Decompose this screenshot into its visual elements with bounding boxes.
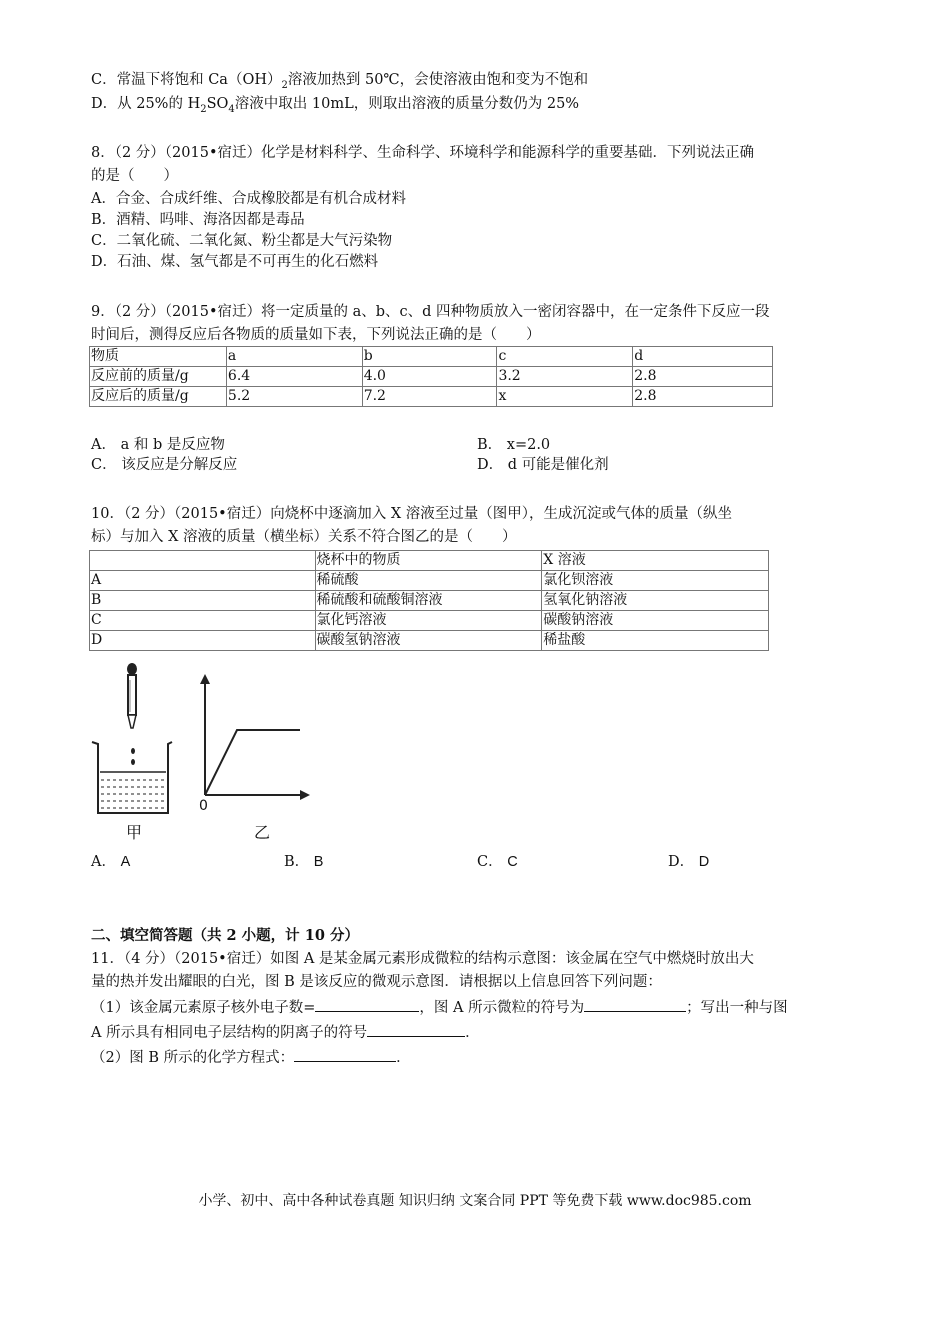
dropper-bulb-icon — [127, 663, 137, 675]
table-row — [90, 611, 769, 631]
q10-stem-line2: 标）与加入 X 溶液的质量（横坐标）关系不符合图乙的是（ ） — [91, 529, 517, 545]
answer-blank[interactable] — [584, 997, 686, 1012]
table-cell: a — [226, 347, 362, 367]
table-row — [90, 571, 769, 591]
figure-yi-label: 乙 — [254, 823, 271, 842]
q9-stem-line1: 9．（2 分）（2015•宿迁）将一定质量的 a、b、c、d 四种物质放入一密闭容器中，在一定条件下反应一段 — [91, 304, 770, 320]
q9-table — [89, 346, 773, 407]
table-cell: 氯化钡溶液 — [542, 571, 769, 591]
answer-blank[interactable] — [367, 1022, 465, 1037]
table-row — [90, 387, 773, 407]
table-cell — [90, 551, 316, 571]
table-cell: 2.8 — [633, 387, 773, 407]
table-cell: 稀盐酸 — [542, 631, 769, 651]
q8-stem-line2: 的是（ ） — [91, 168, 178, 184]
q9-stem-line2: 时间后，测得反应后各物质的质量如下表，下列说法正确的是（ ） — [91, 327, 541, 343]
table-row — [90, 631, 769, 651]
table-row — [90, 367, 773, 387]
table-cell: 3.2 — [497, 367, 633, 387]
graph-origin-label: 0 — [199, 798, 208, 814]
table-cell: 碳酸钠溶液 — [542, 611, 769, 631]
table-cell: 5.2 — [226, 387, 362, 407]
x-axis-arrow-icon — [300, 790, 310, 800]
q10-table — [89, 550, 769, 651]
q8-option-a: A．合金、合成纤维、合成橡胶都是有机合成材料 — [91, 191, 406, 207]
table-cell: 稀硫酸 — [315, 571, 542, 591]
q8-option-d: D．石油、煤、氢气都是不可再生的化石燃料 — [91, 254, 379, 270]
answer-blank[interactable] — [315, 997, 419, 1012]
q10-option-a: A． A — [91, 854, 131, 870]
q8-stem-line1: 8．（2 分）（2015•宿迁）化学是材料科学、生命科学、环境科学和能源科学的重要基础．下列说法正确 — [91, 145, 755, 161]
q10-option-d: D． D — [668, 854, 710, 870]
q11-part1-line2: A 所示具有相同电子层结构的阴离子的符号 ． — [91, 1022, 480, 1043]
table-cell: 氢氧化钠溶液 — [542, 591, 769, 611]
table-cell: 稀硫酸和硫酸铜溶液 — [315, 591, 542, 611]
q11-stem-line2: 量的热并发出耀眼的白光，图 B 是该反应的微观示意图．请根据以上信息回答下列问题： — [91, 974, 662, 990]
table-cell: 反应前的质量/g — [90, 367, 227, 387]
graph-figure — [192, 670, 312, 820]
table-cell: 反应后的质量/g — [90, 387, 227, 407]
q11-stem-line1: 11．（4 分）（2015•宿迁）如图 A 是某金属元素形成微粒的结构示意图：该金属在空气中燃烧时放出大 — [91, 951, 754, 967]
beaker-dropper-figure — [88, 660, 188, 820]
table-row — [90, 347, 773, 367]
graph-curve — [205, 730, 300, 795]
table-cell: B — [90, 591, 316, 611]
table-cell: 7.2 — [362, 387, 497, 407]
table-cell: d — [633, 347, 773, 367]
table-cell: c — [497, 347, 633, 367]
page-footer: 小学、初中、高中各种试卷真题 知识归纳 文案合同 PPT 等免费下载 www.doc985.com — [198, 1193, 752, 1209]
table-cell: 2.8 — [633, 367, 773, 387]
table-cell: 4.0 — [362, 367, 497, 387]
q9-option-b: B． x=2.0 — [477, 437, 551, 453]
q8-option-c: C．二氧化硫、二氧化氮、粉尘都是大气污染物 — [91, 233, 393, 249]
table-cell: 物质 — [90, 347, 227, 367]
q10-stem-line1: 10．（2 分）（2015•宿迁）向烧杯中逐滴加入 X 溶液至过量（图甲），生成沉淀或气体的质量（纵坐 — [91, 506, 733, 522]
answer-blank[interactable] — [294, 1047, 396, 1062]
table-cell: 烧杯中的物质 — [315, 551, 542, 571]
table-cell: A — [90, 571, 316, 591]
table-row — [90, 591, 769, 611]
table-cell: D — [90, 631, 316, 651]
q7-option-c: C．常温下将饱和 $Ca(OH)_2$溶液加热到 50℃，会使溶液由饱和变为不饱和 — [91, 72, 589, 91]
section2-heading: 二、填空简答题（共 2 小题，计 10 分） — [91, 927, 359, 944]
q9-option-c: C． 该反应是分解反应 — [91, 457, 238, 473]
table-cell: X 溶液 — [542, 551, 769, 571]
q7-option-d: D．从 25%的 $H_2SO_4$溶液中取出 10mL，则取出溶液的质量分数仍为 25% — [91, 96, 580, 115]
q10-option-b: B． B — [284, 854, 324, 870]
q8-option-b: B．酒精、吗啡、海洛因都是毒品 — [91, 212, 305, 228]
table-cell: C — [90, 611, 316, 631]
q11-part2: （2）图 B 所示的化学方程式： ． — [91, 1047, 411, 1068]
table-cell: x — [497, 387, 633, 407]
figure-jia-label: 甲 — [126, 823, 143, 842]
table-cell: 碳酸氢钠溶液 — [315, 631, 542, 651]
q9-option-a: A． a 和 b 是反应物 — [91, 437, 225, 453]
q11-part1-line1: （1）该金属元素原子核外电子数= ，图 A 所示微粒的符号为 ；写出一种与图 — [91, 997, 788, 1018]
table-cell: 氯化钙溶液 — [315, 611, 542, 631]
table-row — [90, 551, 769, 571]
table-cell: b — [362, 347, 497, 367]
q9-option-d: D． d 可能是催化剂 — [477, 457, 609, 473]
q10-option-c: C． C — [477, 854, 518, 870]
table-cell: 6.4 — [226, 367, 362, 387]
y-axis-arrow-icon — [200, 674, 210, 684]
